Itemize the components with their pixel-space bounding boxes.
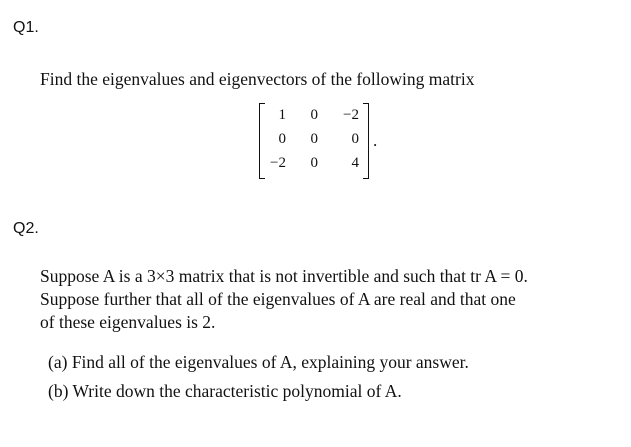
question-2-part-a	[48, 352, 469, 373]
matrix-cell-r3c1: −2	[270, 155, 286, 171]
part-b-marker: (b)	[48, 381, 69, 401]
matrix-cell-r1c2: 0	[310, 107, 318, 123]
question-2-line-2: Suppose further that all of the eigenvalues of A are real and that one	[40, 289, 516, 309]
question-1-prompt: Find the eigenvalues and eigenvectors of the following matrix	[40, 69, 475, 89]
matrix-cell-r1c1: 1	[278, 107, 286, 123]
question-2-part-b	[48, 381, 402, 402]
matrix-cell-r3c3: 4	[351, 155, 359, 171]
matrix-cell-r2c1: 0	[278, 131, 286, 147]
matrix	[259, 103, 369, 177]
matrix-right-bracket	[363, 103, 369, 179]
matrix-cell-r1c3: −2	[343, 107, 359, 123]
matrix-cell-r2c2: 0	[310, 131, 318, 147]
question-2-line-3: of these eigenvalues is 2.	[40, 312, 216, 332]
question-2-label: Q2.	[13, 220, 39, 237]
question-2-line-1: Suppose A is a 3×3 matrix that is not invertible and such that tr A = 0.	[40, 266, 528, 286]
question-1-label: Q1.	[13, 19, 39, 36]
part-b-text: Write down the characteristic polynomial of A.	[72, 381, 402, 401]
matrix-cell-r2c3: 0	[351, 131, 359, 147]
part-a-marker: (a)	[48, 352, 68, 372]
part-a-text: Find all of the eigenvalues of A, explaining your answer.	[71, 352, 469, 372]
matrix-cell-r3c2: 0	[310, 155, 318, 171]
matrix-trailing-period: .	[373, 131, 378, 150]
